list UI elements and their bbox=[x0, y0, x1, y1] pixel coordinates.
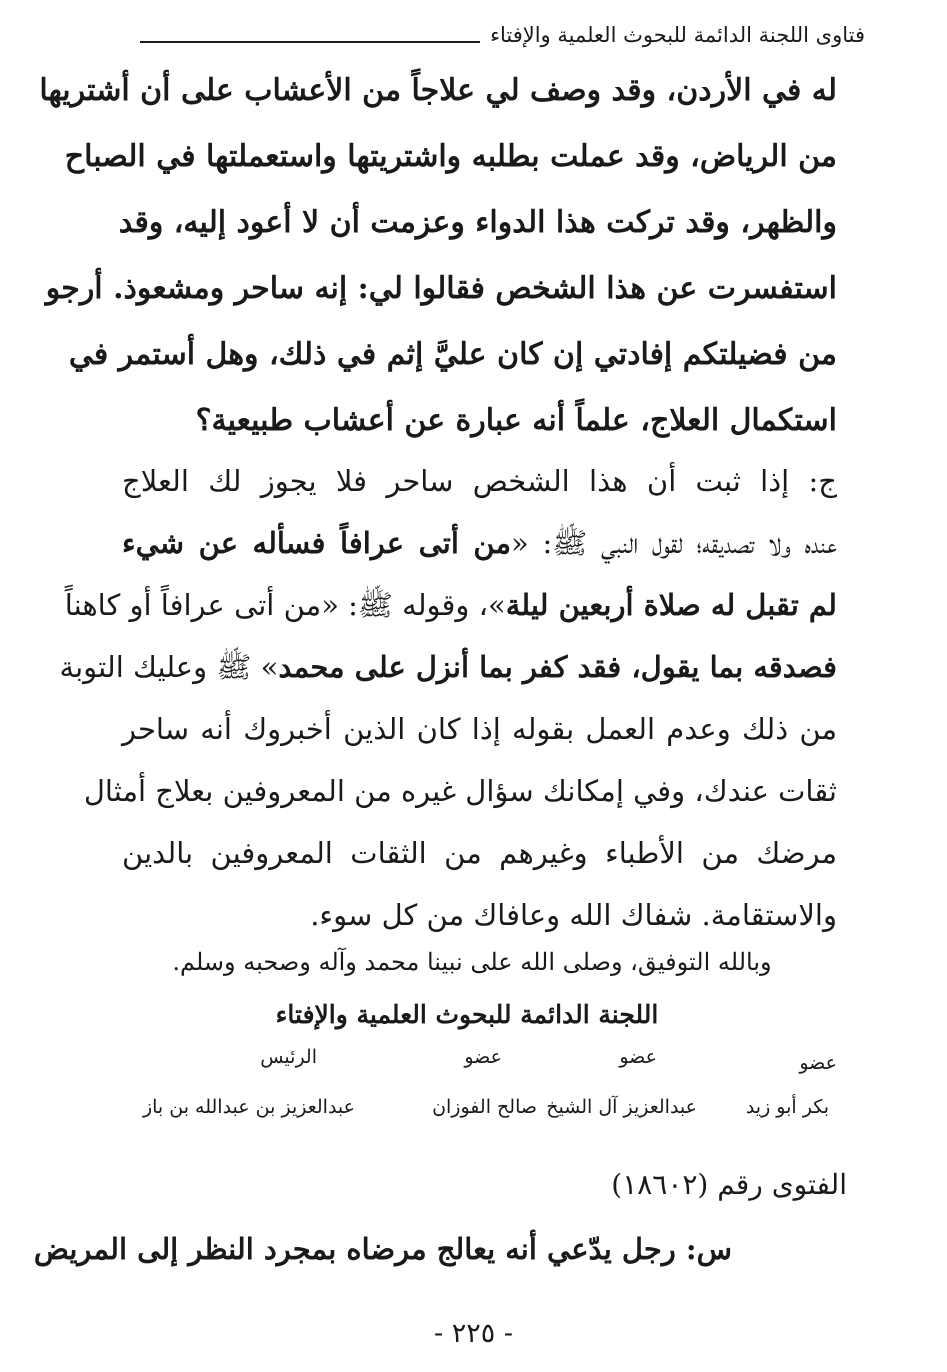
question-line: له في الأردن، وقد وصف لي علاجاً من الأعشاب على أن أشتريها bbox=[39, 73, 837, 108]
answer-line bbox=[122, 512, 837, 574]
question-line: والظهر، وقد تركت هذا الدواء وعزمت أن لا أعود إليه، وقد bbox=[118, 205, 837, 240]
answer-plain: من ذلك وعدم العمل بقوله إذا كان الذين أخبروك أنه ساحر bbox=[122, 712, 837, 746]
hadith-text: لم تقبل له صلاة أربعين ليلة bbox=[505, 588, 837, 622]
signatory-name: صالح الفوزان bbox=[432, 1096, 537, 1118]
fatwa-number: الفتوى رقم (١٨٦٠٢) bbox=[611, 1168, 847, 1201]
hadith-text: من أتى عرافاً فسأله عن شيء bbox=[122, 526, 512, 560]
answer-line bbox=[122, 884, 837, 946]
question-line: استفسرت عن هذا الشخص فقالوا لي: إنه ساحر ومشعوذ. أرجو bbox=[45, 271, 837, 306]
answer-line bbox=[64, 574, 837, 636]
question-line: استكمال العلاج، علماً أنه عبارة عن أعشاب طبيعية؟ bbox=[195, 403, 837, 438]
signatory-role: الرئيس bbox=[260, 1046, 317, 1068]
next-question: س: رجل يدّعي أنه يعالج مرضاه بمجرد النظر إلى المريض bbox=[33, 1232, 732, 1266]
signatory-role: عضو bbox=[464, 1046, 502, 1068]
question-line: من فضيلتكم إفادتي إن كان عليَّ إثم في ذلك، وهل أستمر في bbox=[68, 337, 837, 372]
answer-line bbox=[83, 760, 837, 822]
signatory-role: عضو bbox=[619, 1046, 657, 1068]
signatory-role: عضو bbox=[799, 1052, 837, 1074]
hadith-text: فصدقه بما يقول، فقد كفر بما أنزل على محمد bbox=[278, 650, 837, 684]
running-header-title: فتاوى اللجنة الدائمة للبحوث العلمية والإفتاء bbox=[490, 23, 865, 47]
answer-plain: ثقات عندك، وفي إمكانك سؤال غيره من المعروفين بعلاج أمثال bbox=[83, 774, 837, 808]
header-rule bbox=[140, 41, 480, 43]
answer-plain: والاستقامة. شفاك الله وعافاك من كل سوء. bbox=[310, 898, 837, 932]
answer-line bbox=[122, 822, 837, 884]
answer-plain: مرضك من الأطباء وغيرهم من الثقات المعروفين بالدين bbox=[122, 836, 837, 870]
answer-line bbox=[122, 698, 837, 760]
answer-plain: »، وقوله ﷺ: «من أتى عرافاً أو كاهناً bbox=[64, 588, 506, 622]
committee-name: اللجنة الدائمة للبحوث العلمية والإفتاء bbox=[275, 1000, 659, 1029]
question-text bbox=[39, 58, 837, 454]
answer-plain: » ﷺ وعليك التوبة bbox=[59, 650, 279, 684]
question-line: من الرياض، وقد عملت بطلبه واشتريتها واستعملتها في الصباح bbox=[64, 139, 837, 174]
signatory-name: عبدالعزيز بن عبدالله بن باز bbox=[142, 1096, 355, 1118]
signatory-name: بكر أبو زيد bbox=[745, 1096, 829, 1118]
answer-line bbox=[122, 450, 837, 512]
answer-line bbox=[59, 636, 837, 698]
answer-text bbox=[59, 450, 838, 946]
answer-plain: عنده ولا تصديقه؛ لقول النبي ﷺ: « bbox=[511, 526, 838, 560]
closing-formula: وبالله التوفيق، وصلى الله على نبينا محمد وآله وصحبه وسلم. bbox=[172, 948, 772, 976]
answer-plain: ج: إذا ثبت أن هذا الشخص ساحر فلا يجوز لك العلاج bbox=[122, 464, 837, 498]
signatory-name: عبدالعزيز آل الشيخ bbox=[546, 1096, 697, 1118]
page-number: - ٢٢٥ - bbox=[434, 1318, 513, 1349]
running-header bbox=[140, 12, 865, 46]
